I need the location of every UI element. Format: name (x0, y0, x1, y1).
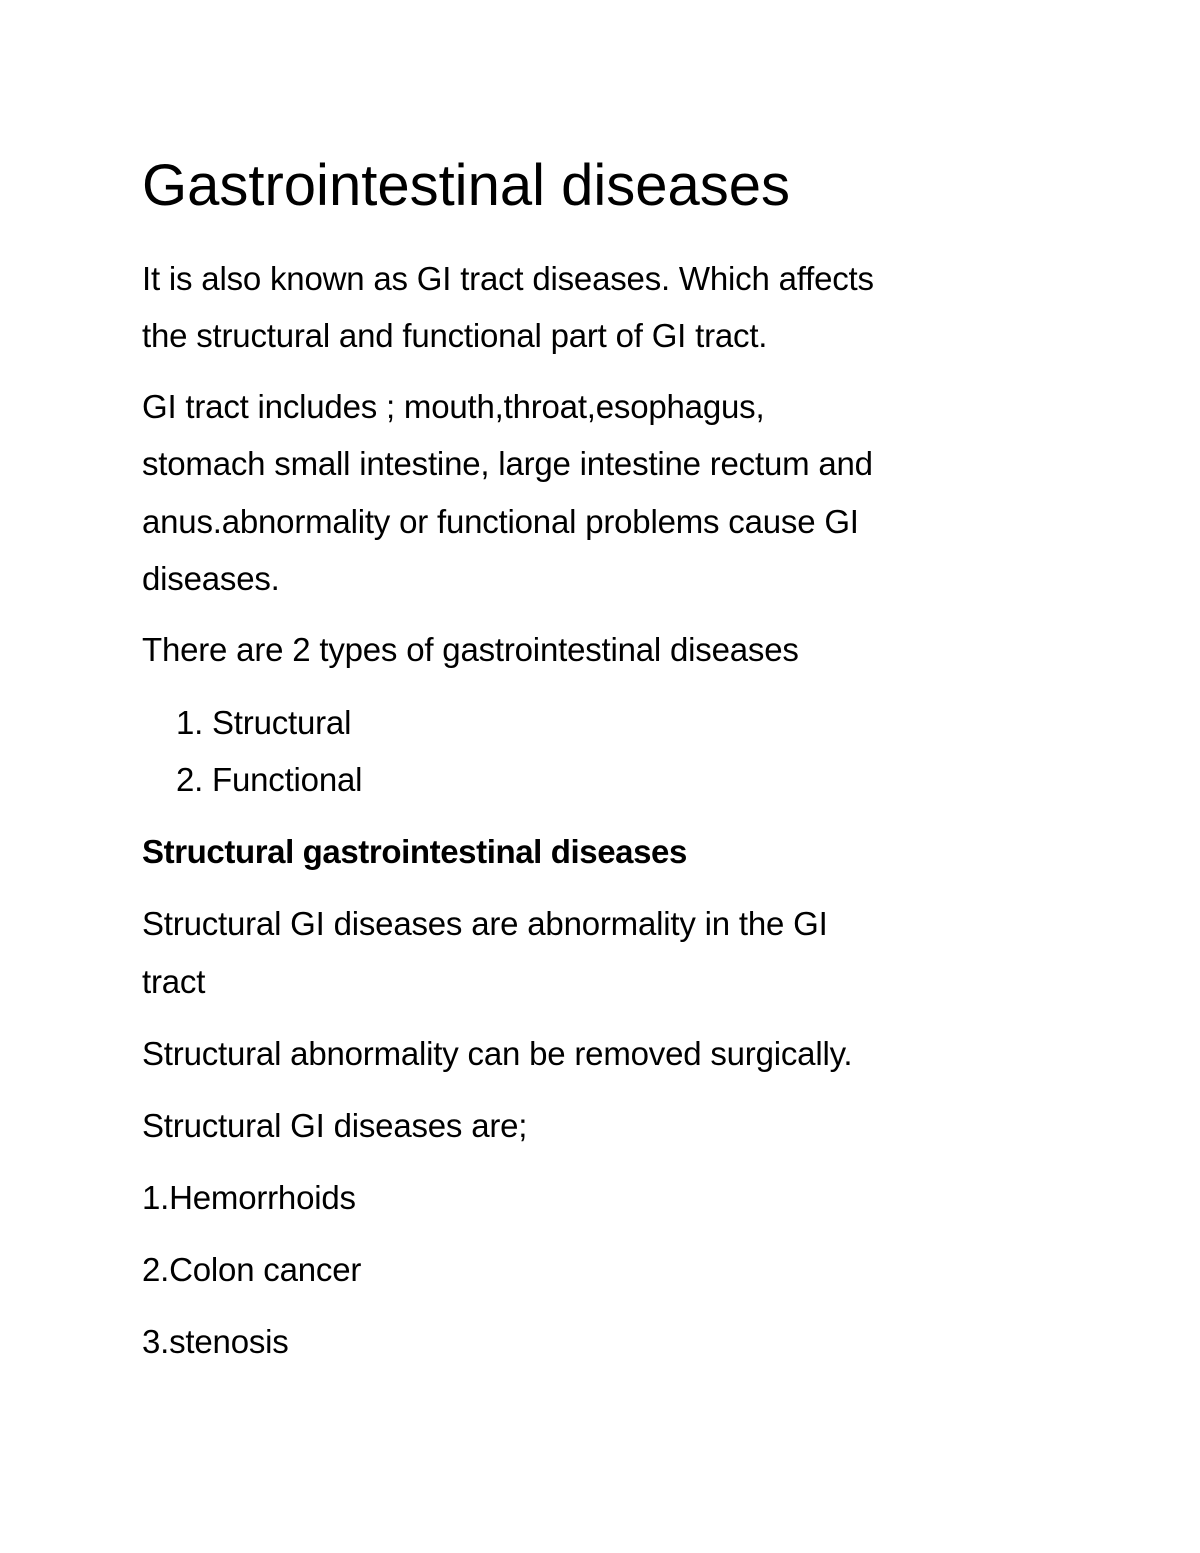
structural-list-item: 2.Colon cancer (142, 1251, 362, 1288)
type-item-structural (176, 703, 351, 743)
includes-line-4: diseases. (142, 560, 280, 597)
structural-def-line-1: Structural GI diseases are abnormality in the GI (142, 905, 828, 942)
structural-removal: Structural abnormality can be removed surgically. (142, 1035, 853, 1072)
type-item-number: 2. (176, 761, 204, 798)
includes-line-2: stomach small intestine, large intestine rectum and (142, 445, 873, 482)
types-intro: There are 2 types of gastrointestinal diseases (142, 631, 799, 668)
intro-line-1: It is also known as GI tract diseases. Which affects (142, 260, 874, 297)
type-item-label: Functional (212, 761, 363, 798)
structural-heading: Structural gastrointestinal diseases (142, 833, 687, 870)
intro-line-2: the structural and functional part of GI tract. (142, 317, 768, 354)
type-item-number: 1. (176, 704, 204, 741)
structural-def-line-2: tract (142, 963, 206, 1000)
document-title: Gastrointestinal diseases (142, 153, 790, 218)
structural-list-intro: Structural GI diseases are; (142, 1107, 528, 1144)
structural-list-item: 1.Hemorrhoids (142, 1179, 356, 1216)
includes-line-3: anus.abnormality or functional problems cause GI (142, 503, 859, 540)
type-item-label: Structural (212, 704, 352, 741)
type-item-functional (176, 760, 362, 800)
structural-list-item: 3.stenosis (142, 1323, 289, 1360)
includes-line-1: GI tract includes ; mouth,throat,esophagus, (142, 388, 765, 425)
